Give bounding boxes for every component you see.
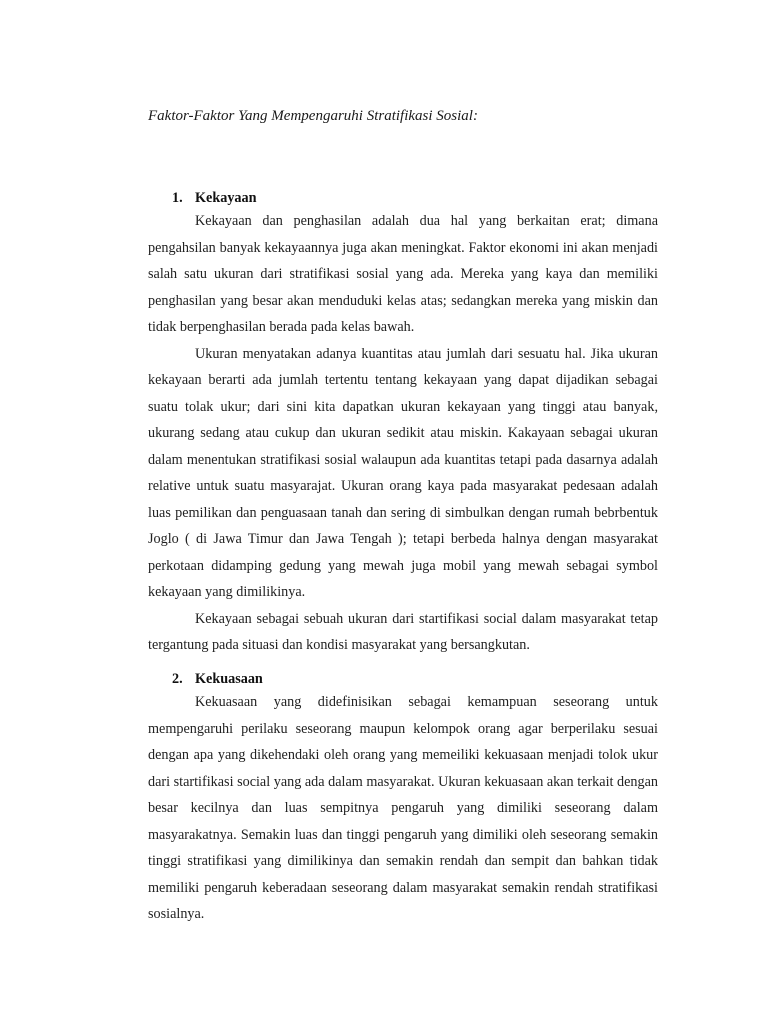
section-kekuasaan [148, 669, 658, 928]
paragraph: Kekuasaan yang didefinisikan sebagai kemampuan seseorang untuk mempengaruhi perilaku seseorang maupun kelompok orang agar berperilaku sesuai dengan apa yang dikehendaki oleh orang yang memeiliki kekuasaan menjadi tolok ukur dari startifikasi social yang ada dalam masyarakat. Ukuran kekuasaan akan terkait dengan besar kecilnya dan luas sempitnya pengaruh yang dimiliki seseorang dalam masyarakatnya. Semakin luas dan tinggi pengaruh yang dimiliki oleh seseorang semakin tinggi stratifikasi yang dimilikinya dan semakin rendah dan sempit dan bahkan tidak memiliki pengaruh keberadaan seseorang dalam masyarakat semakin rendah stratifikasi sosialnya. [148, 694, 658, 922]
paragraph: Kekayaan sebagai sebuah ukuran dari startifikasi social dalam masyarakat tetap tergantung pada situasi dan kondisi masyarakat yang bersangkutan. [148, 610, 658, 653]
document-title: Faktor-Faktor Yang Mempengaruhi Stratifikasi Sosial: [148, 108, 478, 124]
section-kekayaan [148, 188, 658, 659]
section-heading [148, 669, 658, 689]
section-number: 1. [172, 190, 183, 206]
section-title: Kekuasaan [195, 671, 263, 687]
section-heading [148, 188, 658, 208]
section-number: 2. [172, 671, 183, 687]
paragraph: Kekayaan dan penghasilan adalah dua hal yang berkaitan erat; dimana pengahsilan banyak kekayaannya juga akan meningkat. Faktor ekonomi ini akan menjadi salah satu ukuran dari stratifikasi sosial yang ada. Mereka yang kaya dan memiliki penghasilan yang besar akan menduduki kelas atas; sedangkan mereka yang miskin dan tidak berpenghasilan berada pada kelas bawah. [148, 213, 658, 335]
paragraph: Ukuran menyatakan adanya kuantitas atau jumlah dari sesuatu hal. Jika ukuran kekayaan berarti ada jumlah tertentu tentang kekayaan yang dapat dijadikan sebagai suatu tolak ukur; dari sini kita dapatkan ukuran kekayaan yang tinggi atau banyak, ukurang sedang atau cukup dan ukuran sedikit atau miskin. Kakayaan sebagai ukuran dalam menentukan stratifikasi sosial walaupun ada kuantitas tetapi pada dasarnya adalah relative untuk suatu masyarajat. Ukuran orang kaya pada masyarakat pedesaan adalah luas pemilikan dan penguasaan tanah dan sering di simbulkan dengan rumah bebrbentuk Joglo ( di Jawa Timur dan Jawa Tengah ); tetapi berbeda halnya dengan masyarakat perkotaan didamping gedung yang mewah juga mobil yang mewah sebagai symbol kekayaan yang dimilikinya. [148, 345, 658, 600]
section-title: Kekayaan [195, 190, 257, 206]
